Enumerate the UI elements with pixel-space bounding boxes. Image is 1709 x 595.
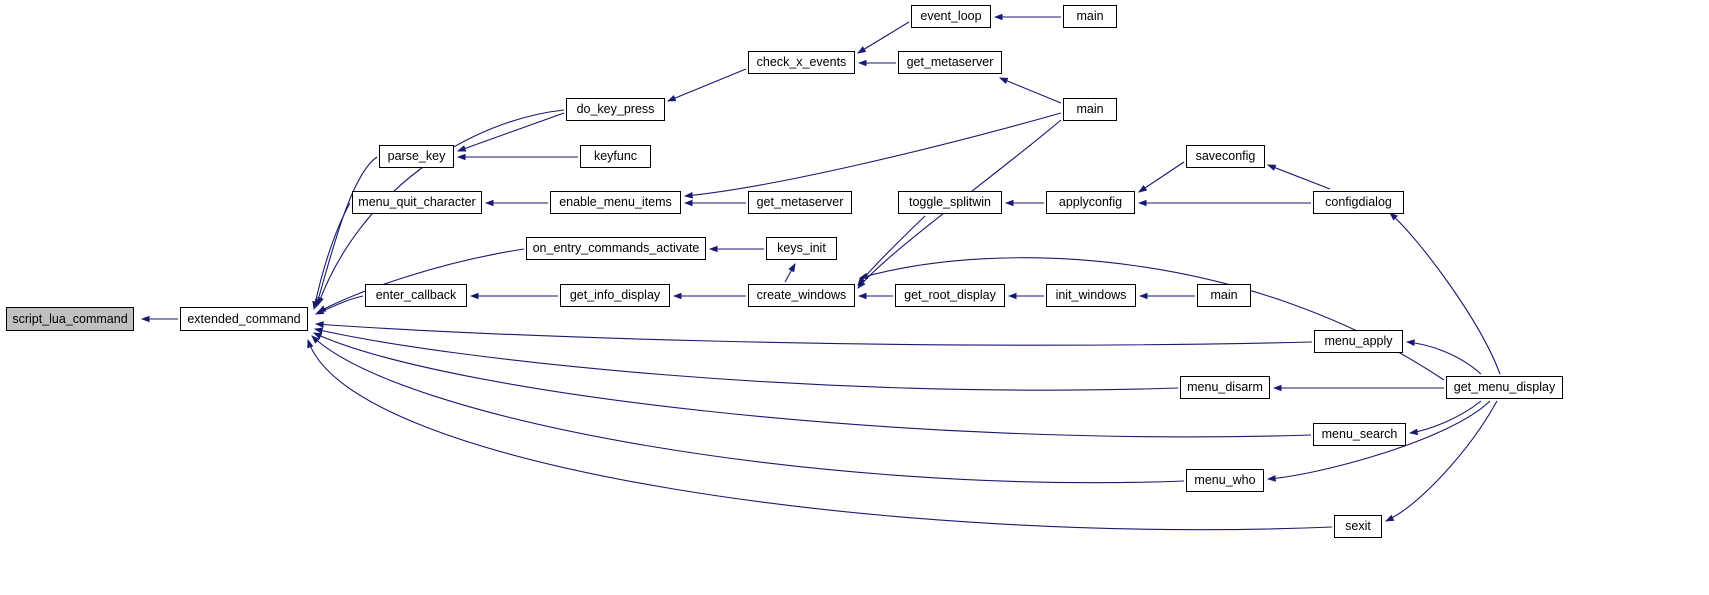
- node-menu-who[interactable]: menu_who: [1186, 469, 1264, 492]
- node-menu-search[interactable]: menu_search: [1313, 423, 1406, 446]
- node-keyfunc[interactable]: keyfunc: [580, 145, 651, 168]
- node-applyconfig[interactable]: applyconfig: [1046, 191, 1135, 214]
- node-get-metaserver-2[interactable]: get_metaserver: [748, 191, 852, 214]
- node-configdialog[interactable]: configdialog: [1313, 191, 1404, 214]
- node-menu-disarm[interactable]: menu_disarm: [1180, 376, 1270, 399]
- node-event-loop[interactable]: event_loop: [911, 5, 991, 28]
- node-get-metaserver-top[interactable]: get_metaserver: [898, 51, 1002, 74]
- node-saveconfig[interactable]: saveconfig: [1186, 145, 1265, 168]
- node-extended-command[interactable]: extended_command: [180, 307, 308, 331]
- node-toggle-splitwin[interactable]: toggle_splitwin: [898, 191, 1002, 214]
- node-main-mid[interactable]: main: [1063, 98, 1117, 121]
- node-menu-quit-character[interactable]: menu_quit_character: [352, 191, 482, 214]
- node-on-entry-commands-activate[interactable]: on_entry_commands_activate: [526, 237, 706, 260]
- node-enter-callback[interactable]: enter_callback: [365, 284, 467, 307]
- node-create-windows[interactable]: create_windows: [748, 284, 855, 307]
- node-init-windows[interactable]: init_windows: [1046, 284, 1136, 307]
- node-do-key-press[interactable]: do_key_press: [566, 98, 665, 121]
- node-main-windows[interactable]: main: [1197, 284, 1251, 307]
- node-keys-init[interactable]: keys_init: [766, 237, 837, 260]
- node-main-top[interactable]: main: [1063, 5, 1117, 28]
- node-sexit[interactable]: sexit: [1334, 515, 1382, 538]
- node-script-lua-command[interactable]: script_lua_command: [6, 307, 134, 331]
- node-get-info-display[interactable]: get_info_display: [560, 284, 670, 307]
- node-get-menu-display[interactable]: get_menu_display: [1446, 376, 1563, 399]
- node-parse-key[interactable]: parse_key: [379, 145, 454, 168]
- node-get-root-display[interactable]: get_root_display: [895, 284, 1005, 307]
- node-check-x-events[interactable]: check_x_events: [748, 51, 855, 74]
- node-menu-apply[interactable]: menu_apply: [1314, 330, 1403, 353]
- node-enable-menu-items[interactable]: enable_menu_items: [550, 191, 681, 214]
